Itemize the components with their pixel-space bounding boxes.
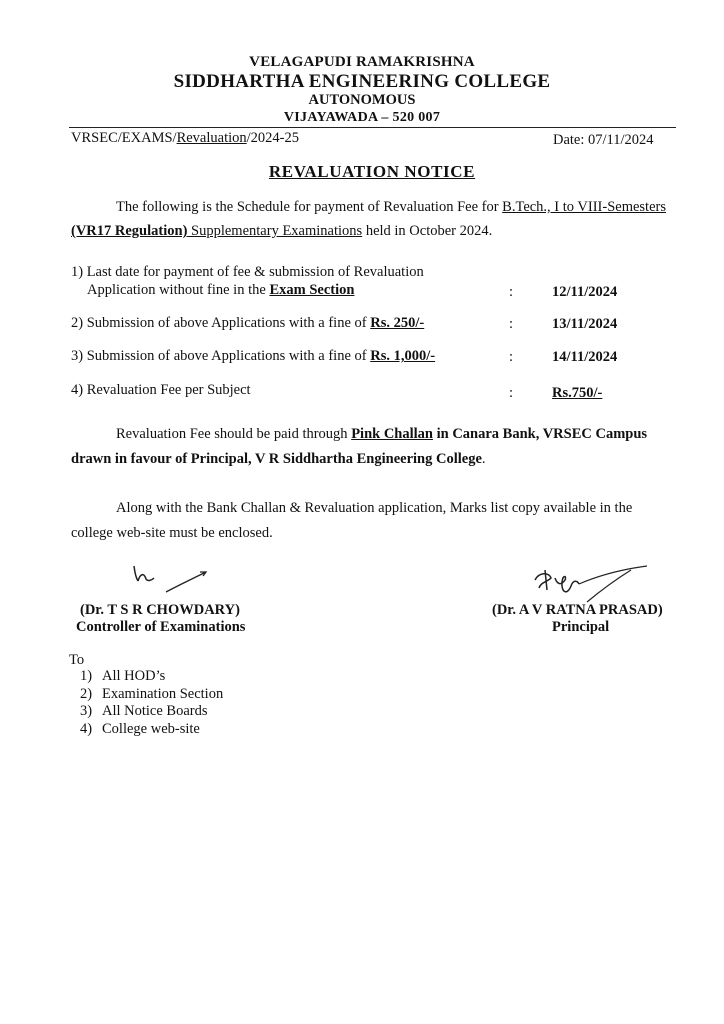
payment-period: . (481, 451, 486, 467)
list-item (80, 721, 223, 739)
header-divider (69, 127, 676, 128)
schedule-item-4-value: Rs.750/- (552, 385, 603, 401)
schedule-item-4-colon: : (509, 385, 514, 401)
principal-name: (Dr. A V RATNA PRASAD) (492, 602, 663, 618)
schedule-item-2-colon: : (509, 316, 514, 332)
intro-course: B.Tech., I to VIII-Semesters (502, 199, 666, 215)
intro-line2 (71, 223, 492, 240)
intro-text2: held in October 2024. (362, 223, 493, 239)
reference-number (71, 130, 299, 147)
schedule-item-2-bold: Rs. 250/- (370, 315, 425, 331)
controller-title: Controller of Examinations (76, 619, 246, 635)
list-item-label: All Notice Boards (102, 703, 208, 719)
list-item-label: All HOD’s (102, 668, 166, 684)
schedule-item-1-line1: 1) Last date for payment of fee & submission of Revaluation (71, 264, 424, 280)
list-item (80, 703, 223, 721)
ref-suffix: /2024-25 (246, 130, 299, 146)
distribution-list (80, 668, 223, 738)
list-item (80, 686, 223, 704)
payment-text2: in Canara Bank, VRSEC Campus (432, 426, 648, 442)
schedule-item-3-text: 3) Submission of above Applications with a fine of (71, 348, 371, 364)
schedule-item-3 (71, 348, 435, 365)
schedule-item-1-text: Application without fine in the (87, 282, 270, 298)
ref-prefix: VRSEC/EXAMS/ (71, 130, 177, 146)
schedule-item-1-colon: : (509, 284, 514, 300)
college-status: AUTONOMOUS (308, 92, 416, 108)
schedule-item-1-value: 12/11/2024 (552, 284, 618, 300)
payment-line2-text: drawn in favour of Principal, V R Siddhartha Engineering College (71, 451, 482, 467)
list-item-number: 3) (80, 703, 93, 719)
college-name-line1: VELAGAPUDI RAMAKRISHNA (249, 54, 475, 70)
list-item-number: 1) (80, 668, 93, 684)
schedule-item-3-colon: : (509, 349, 514, 365)
intro-line1 (116, 199, 666, 216)
list-item-number: 2) (80, 685, 93, 702)
schedule-item-2-value: 13/11/2024 (552, 316, 618, 332)
ref-underlined: Revaluation (176, 130, 247, 146)
schedule-item-1-line2 (87, 282, 354, 299)
enclosure-line1: Along with the Bank Challan & Revaluation application, Marks list copy available in the (116, 500, 633, 516)
notice-title: REVALUATION NOTICE (268, 162, 476, 181)
intro-regulation: (VR17 Regulation) (71, 223, 188, 239)
intro-exam: Supplementary Examinations (187, 223, 363, 239)
payment-line2 (71, 451, 486, 468)
payment-challan: Pink Challan (351, 426, 433, 442)
schedule-item-1-bold: Exam Section (269, 282, 355, 298)
list-item-number: 4) (80, 720, 93, 737)
list-item-label: College web-site (102, 720, 200, 737)
payment-text1: Revaluation Fee should be paid through (116, 426, 352, 442)
controller-name: (Dr. T S R CHOWDARY) (80, 602, 240, 618)
list-item (80, 668, 223, 686)
enclosure-line2: college web-site must be enclosed. (71, 525, 273, 541)
distribution-to: To (69, 652, 85, 668)
payment-line1 (116, 426, 647, 443)
schedule-item-2-text: 2) Submission of above Applications with a fine of (71, 315, 371, 331)
schedule-item-4: 4) Revaluation Fee per Subject (71, 382, 251, 398)
controller-signature (126, 560, 216, 600)
schedule-item-3-bold: Rs. 1,000/- (370, 348, 436, 364)
notice-date: Date: 07/11/2024 (553, 132, 654, 148)
schedule-item-2 (71, 315, 424, 332)
college-name-line2: SIDDHARTHA ENGINEERING COLLEGE (173, 71, 551, 92)
schedule-item-3-value: 14/11/2024 (552, 349, 618, 365)
intro-text1: The following is the Schedule for payment of Revaluation Fee for (116, 199, 503, 215)
college-address: VIJAYAWADA – 520 007 (283, 110, 441, 125)
list-item-label: Examination Section (102, 685, 224, 702)
principal-title: Principal (552, 619, 610, 635)
